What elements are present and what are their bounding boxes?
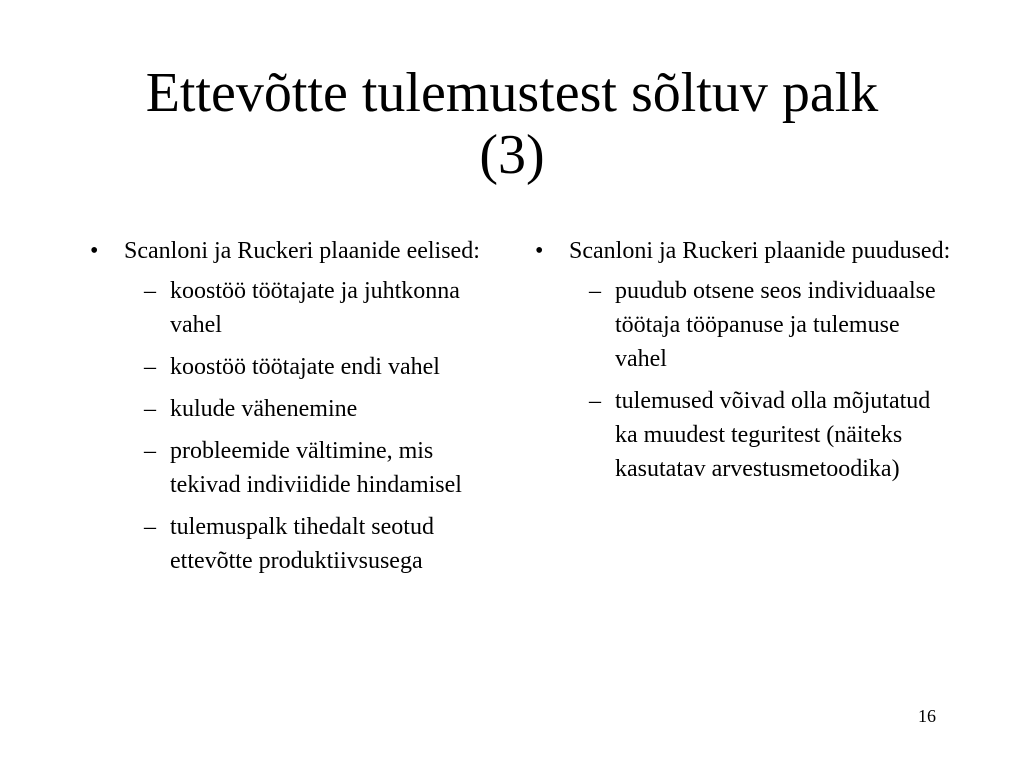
list-item-text: tulemused võivad olla mõjutatud ka muudest teguritest (näiteks kasutatav arvestusmetoodika) bbox=[615, 388, 931, 482]
list-item bbox=[90, 392, 500, 426]
list-item-text: koostöö töötajate ja juhtkonna vahel bbox=[170, 278, 460, 338]
list-item bbox=[535, 384, 955, 486]
list-item-text: tulemuspalk tihedalt seotud ettevõtte produktiivsusega bbox=[170, 514, 434, 574]
list-item bbox=[90, 274, 500, 342]
bullet-icon: • bbox=[90, 238, 99, 264]
list-item bbox=[90, 350, 500, 384]
dash-icon: – bbox=[144, 278, 156, 304]
slide-title bbox=[60, 62, 964, 186]
list-item-text: kulude vähenemine bbox=[170, 396, 358, 422]
list-item bbox=[90, 510, 500, 578]
advantages-list bbox=[90, 274, 500, 578]
list-item-text: puudub otsene seos individuaalse töötaja tööpanuse ja tulemuse vahel bbox=[615, 278, 936, 372]
dash-icon: – bbox=[144, 396, 156, 422]
left-column bbox=[90, 234, 500, 586]
slide-title-line-2: (3) bbox=[479, 124, 545, 186]
disadvantages-heading bbox=[535, 234, 955, 268]
disadvantages-heading-text: Scanloni ja Ruckeri plaanide puudused: bbox=[569, 238, 951, 264]
dash-icon: – bbox=[144, 354, 156, 380]
list-item bbox=[90, 434, 500, 502]
right-column bbox=[535, 234, 955, 494]
dash-icon: – bbox=[589, 278, 601, 304]
slide-title-line-1: Ettevõtte tulemustest sõltuv palk bbox=[145, 62, 879, 124]
disadvantages-list bbox=[535, 274, 955, 486]
dash-icon: – bbox=[144, 514, 156, 540]
list-item bbox=[535, 274, 955, 376]
advantages-heading bbox=[90, 234, 500, 268]
dash-icon: – bbox=[144, 438, 156, 464]
dash-icon: – bbox=[589, 388, 601, 414]
page-number: 16 bbox=[918, 706, 936, 726]
list-item-text: koostöö töötajate endi vahel bbox=[170, 354, 440, 380]
bullet-icon: • bbox=[535, 238, 544, 264]
advantages-heading-text: Scanloni ja Ruckeri plaanide eelised: bbox=[124, 238, 480, 264]
list-item-text: probleemide vältimine, mis tekivad indiviidide hindamisel bbox=[170, 438, 462, 498]
